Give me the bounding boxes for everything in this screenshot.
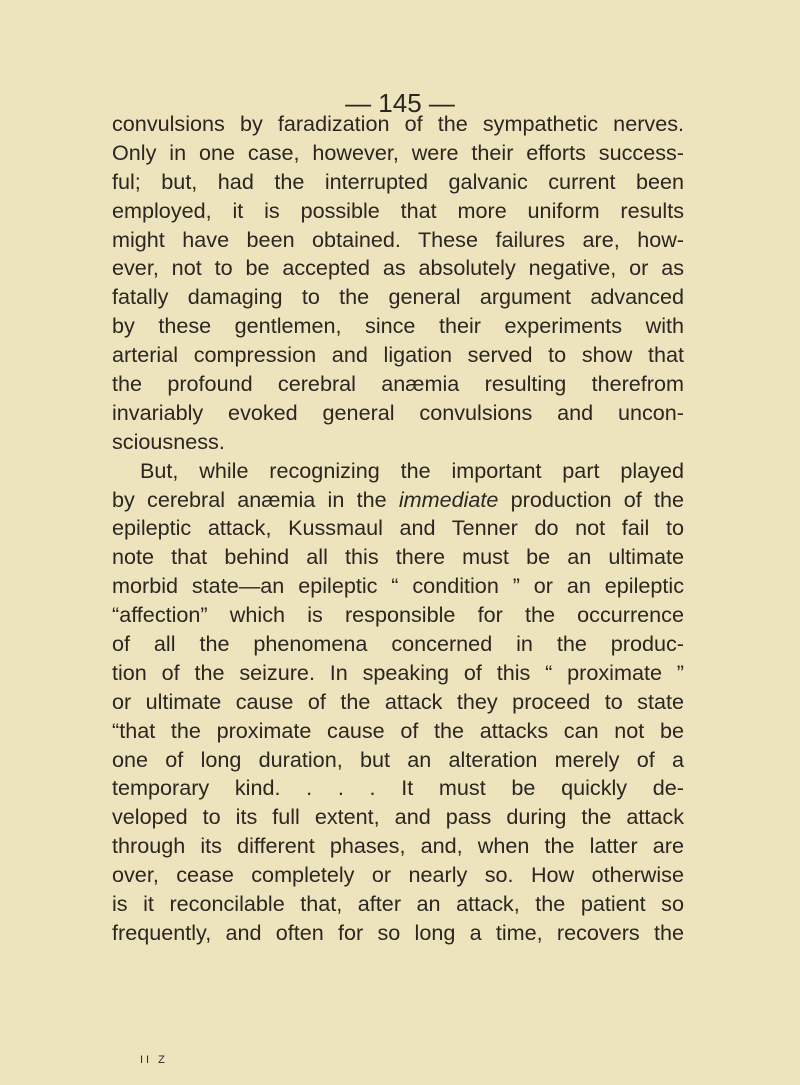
text-line: epileptic attack, Kussmaul and Tenner do not fail to: [112, 515, 684, 541]
text-line: arterial compression and ligation served to show that: [112, 342, 684, 368]
text-line: might have been obtained. These failures are, how-: [112, 226, 684, 252]
text-line: the profound cerebral anæmia resulting therefrom: [112, 371, 684, 397]
text-line: But, while recognizing the important part played: [140, 457, 684, 483]
text-line: over, cease completely or nearly so. How otherwise: [112, 862, 684, 888]
text-line: or ultimate cause of the attack they proceed to state: [112, 688, 684, 714]
signature-mark: II Z: [140, 1054, 168, 1066]
text-line: one of long duration, but an alteration merely of a: [112, 746, 684, 772]
text-line: note that behind all this there must be an ultimate: [112, 544, 684, 570]
text-line: of all the phenomena concerned in the produc-: [112, 631, 684, 657]
text-line: frequently, and often for so long a time, recovers the: [112, 919, 684, 945]
text-line: by these gentlemen, since their experiments with: [112, 313, 684, 339]
italic-word: immediate: [398, 486, 499, 512]
text-line: ful; but, had the interrupted galvanic current been: [112, 168, 684, 194]
text-line: employed, it is possible that more uniform results: [112, 197, 684, 223]
text-line: Only in one case, however, were their efforts success-: [112, 139, 684, 165]
text-segment: production of the: [498, 486, 685, 512]
body-text: [112, 110, 684, 948]
text-line: “that the proximate cause of the attacks can not be: [112, 717, 684, 743]
text-line: through its different phases, and, when the latter are: [112, 833, 684, 859]
text-line: veloped to its full extent, and pass during the attack: [112, 804, 684, 830]
text-line: “affection” which is responsible for the occurrence: [112, 602, 684, 628]
text-line: tion of the seizure. In speaking of this “ proximate ”: [112, 659, 684, 685]
text-line: convulsions by faradization of the sympathetic nerves.: [112, 111, 684, 136]
page-number: — 145 —: [345, 88, 455, 118]
text-line: sciousness.: [112, 428, 225, 454]
text-line: invariably evoked general convulsions and uncon-: [112, 399, 684, 425]
text-line: temporary kind. . . . It must be quickly de-: [112, 775, 684, 801]
text-line: ever, not to be accepted as absolutely negative, or as: [112, 255, 684, 281]
text-segment: by cerebral anæmia in the: [112, 486, 399, 512]
text-line: is it reconcilable that, after an attack, the patient so: [112, 891, 684, 917]
text-line-with-italic: [112, 486, 684, 515]
text-line: fatally damaging to the general argument advanced: [112, 284, 684, 310]
text-line: morbid state—an epileptic “ condition ” or an epileptic: [112, 573, 684, 599]
